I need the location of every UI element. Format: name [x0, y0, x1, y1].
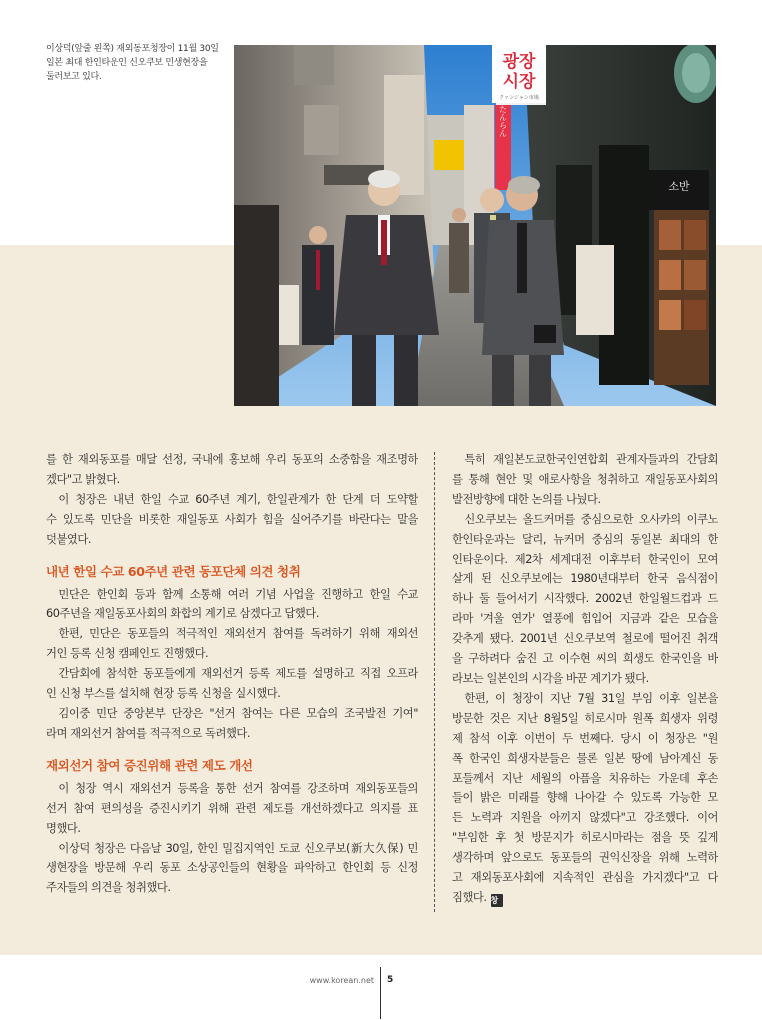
text-line: 폭 한국인 희생자분들은 물론 일본 땅에 남아계신 동 [452, 751, 718, 765]
text-line: 생현장을 방문해 우리 동포 소상공인들의 현황을 파악하고 한인회 등 신정 [46, 861, 418, 875]
text-line: 를 한 재외동포를 매달 선정, 국내에 홍보해 우리 동포의 소중함을 재조명하 [46, 453, 418, 466]
text-line: 를 통해 현안 및 애로사항을 청취하고 재일동포사회의 [452, 472, 718, 486]
text-line: 주자들의 의견을 청취했다. [46, 881, 171, 895]
text-line: 김이중 민단 중앙본부 단장은 "선거 참여는 다른 모습의 조국발전 기여" [58, 706, 418, 720]
caption-line: 둘러보고 있다. [46, 72, 102, 82]
text-line: 신오쿠보는 올드커머를 중심으로한 오사카의 이쿠노 [464, 512, 718, 526]
footer-divider [380, 967, 381, 1019]
market-sign-sub: クァンジャン市場 [499, 95, 539, 101]
text-line: 고 재외동포사회에 지속적인 관심을 가지겠다"고 다 [452, 871, 718, 885]
vertical-sign: たんらん [498, 105, 508, 137]
market-sign-line2: 시장 [502, 72, 536, 92]
text-line: 특히 재일본도쿄한국인연합회 관계자들과의 간담회 [464, 453, 718, 466]
text-line: 이 청장 역시 재외선거 등록을 통한 선거 참여를 강조하며 재외동포들의 [58, 781, 418, 795]
text-line: 이상덕 청장은 다음날 30일, 한인 밀집지역인 도쿄 신오쿠보(新大久保) 민 [58, 841, 418, 855]
text-line: 생각하며 앞으로도 동포들의 권익신장을 위해 노력하 [452, 851, 718, 865]
text-line: 을 구하려다 숨진 고 이수현 씨의 희생도 한국인을 바 [452, 652, 718, 666]
caption-line: 이상덕(앞줄 왼쪽) 재외동포청장이 11월 30일 [46, 44, 219, 54]
text-line: 한인타운과는 달리, 뉴커머 중심의 동일본 최대의 한 [452, 532, 718, 546]
text-line: 명했다. [46, 821, 81, 835]
text-line: 선거 참여 편의성을 증진시키기 위해 관련 제도를 개선하겠다고 의지를 표 [46, 801, 418, 815]
text-line: 들이 밝은 미래를 향해 나아갈 수 있도록 가능한 모 [452, 791, 718, 805]
text-line: 거인 등록 신청 캠페인도 진행했다. [46, 647, 209, 661]
photo-caption [46, 42, 232, 84]
text-line: 이 청장은 내년 한일 수교 60주년 계기, 한일관계가 한 단계 더 도약할 [58, 492, 418, 506]
text-line: 제 참석 이후 이번이 두 번째다. 당시 이 청장은 "원 [452, 731, 718, 745]
text-line: 민단은 한인회 등과 함께 소통해 여러 기념 사업을 진행하고 한일 수교 [58, 587, 418, 601]
text-line: 한편, 민단은 동포들의 적극적인 재외선거 참여를 독려하기 위해 재외선 [58, 627, 418, 641]
text-line: 인타운이다. 제2차 세계대전 이후부터 한국인이 모여 [452, 552, 718, 566]
text-line: 발전방향에 대한 논의를 나눴다. [452, 492, 601, 506]
market-sign-line1: 광장 [502, 52, 536, 72]
text-line: 라보는 일본인의 시각을 바꾼 계기가 됐다. [452, 671, 649, 685]
closing-text: 짐했다. [452, 890, 487, 904]
text-line: 간담회에 참석한 동포들에게 재외선거 등록 제도를 설명하고 직접 오프라 [58, 667, 418, 681]
text-line: 하나 둘 들어서기 시작했다. 2002년 한일월드컵과 드 [452, 592, 718, 606]
caption-line: 일본 최대 한인타운인 신오쿠보 민생현장을 [46, 58, 208, 68]
text-line: "부임한 후 첫 방문지가 히로시마라는 점을 뜻 깊게 [452, 831, 718, 845]
end-mark-icon: 창 [491, 894, 503, 907]
page-number: 5 [387, 975, 394, 985]
text-line: 덧붙였다. [46, 532, 91, 546]
column-divider [434, 452, 435, 912]
text-line: 든 노력과 지원을 아끼지 않겠다"고 강조했다. 이어 [452, 811, 718, 825]
right-column [452, 450, 718, 908]
street-photo [234, 45, 716, 406]
text-line: 수 있도록 민단을 비롯한 재일동포 사회가 힘을 실어주기를 바란다는 말을 [46, 512, 418, 526]
footer-url: www.korean.net [309, 976, 374, 985]
text-line: 포들께서 지난 세월의 아픔을 치유하는 가운데 후손 [452, 771, 718, 785]
text-line [452, 888, 718, 908]
text-line: 60주년을 재일동포사회의 화합의 계기로 삼겠다고 답했다. [46, 607, 319, 621]
text-line: 겠다"고 밝혔다. [46, 472, 120, 486]
text-line: 살게 된 신오쿠보에는 1980년대부터 한국 음식점이 [452, 572, 718, 586]
section-heading: 재외선거 참여 증진위해 관련 제도 개선 [46, 757, 253, 773]
section-heading: 내년 한일 수교 60주년 관련 동포단체 의견 청취 [46, 563, 301, 579]
text-line: 갖추게 됐다. 2001년 신오쿠보역 철로에 떨어진 취객 [452, 632, 718, 646]
text-line: 라며 재외선거 참여를 적극적으로 독려했다. [46, 726, 251, 740]
left-column [46, 450, 418, 898]
text-line: 한편, 이 청장이 지난 7월 31일 부임 이후 일본을 [464, 691, 718, 705]
street-scene-illustration [234, 45, 716, 406]
text-line: 인 신청 부스를 설치해 현장 등록 신청을 실시했다. [46, 687, 281, 701]
text-line: 라마 '겨울 연가' 열풍에 힘입어 지금과 같은 모습을 [452, 612, 718, 626]
footer-area [0, 955, 762, 1020]
shop-sign: 소반 [668, 180, 690, 193]
text-line: 방문한 것은 지난 8월5일 히로시마 원폭 희생자 위령 [452, 711, 718, 725]
